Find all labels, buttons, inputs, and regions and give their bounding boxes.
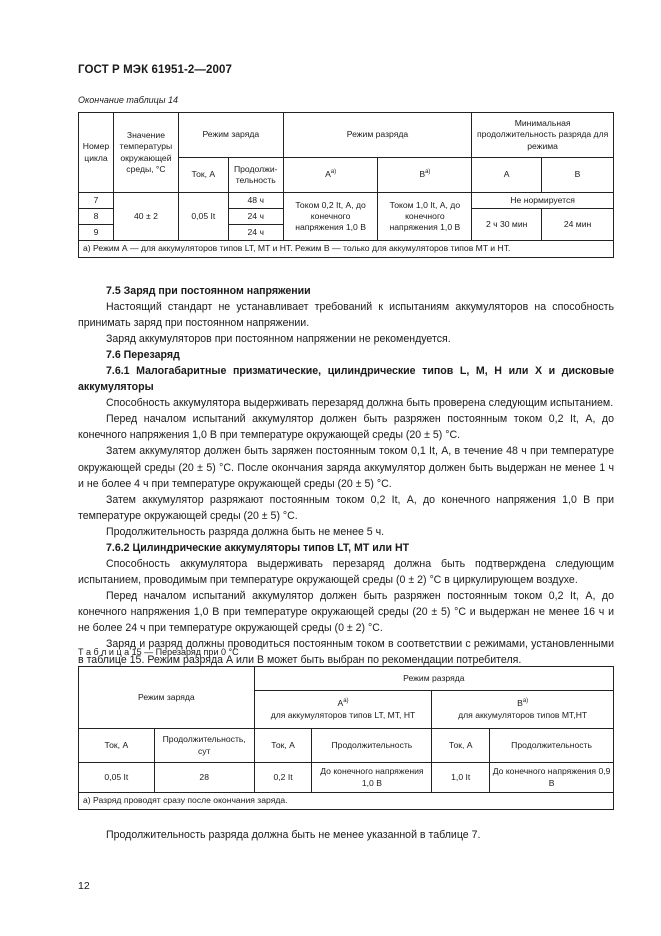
heading-7-6: 7.6 Перезаряд <box>106 349 180 362</box>
para-7-6-2-3: Заряд и разряд должны проводиться постоянным током в соответствии с режимами, установленными в таблице 15. Режим разряда А или В может быть выбран по рекомендации потребителя. <box>78 638 614 667</box>
heading-7-6-1: 7.6.1 Малогабаритные призматические, цилиндрические типов L, M, H или X и дисковые аккумуляторы <box>78 365 614 394</box>
para-7-6-1-3: Затем аккумулятор должен быть заряжен постоянным током 0,1 It, А, в течение 48 ч при температуре окружающей среды (20 ± 5) °С. После окончания заряда аккумулятор должен быть выдержан не менее 1 ч и не более 4 ч при температуре окружающей среды (20 ± 5) °С. <box>78 445 614 490</box>
cell15-a-duration: До конечного напряжения 1,0 В <box>312 763 432 793</box>
para-7-6-1-5: Продолжительность разряда должна быть не менее 5 ч. <box>106 525 385 538</box>
cell15-charge-current: 0,05 It <box>79 763 155 793</box>
th-duration: Продолжи-тельность <box>228 158 283 193</box>
th15-b-current: Ток, А <box>432 729 490 763</box>
cell-cycle-7: 7 <box>79 193 114 209</box>
th15-discharge-mode: Режим разряда <box>254 667 613 691</box>
th15-charge-current: Ток, А <box>79 729 155 763</box>
th15-mode-b: $B^{a)}$ для аккумуляторов типов MT,HT <box>432 691 614 729</box>
th-col-a: A <box>472 158 542 193</box>
para-7-6-1-2: Перед началом испытаний аккумулятор должен быть разряжен постоянным током 0,2 It, А, до конечного напряжения 1,0 В при температуре окружающей среды (20 ± 5) °С. <box>78 413 614 442</box>
final-paragraph: Продолжительность разряда должна быть не менее указанной в таблице 7. <box>106 829 481 841</box>
page-number: 12 <box>78 880 90 892</box>
th15-charge-days: Продолжительность, сут <box>154 729 254 763</box>
cell-duration-9: 24 ч <box>228 225 283 241</box>
th15-a-duration: Продолжительность <box>312 729 432 763</box>
table-15 <box>78 666 614 810</box>
para-7-5-1: Настоящий стандарт не устанавливает требований к испытаниям аккумуляторов на способность принимать заряд при постоянном напряжении. <box>78 301 614 330</box>
table14-caption: Окончание таблицы 14 <box>78 95 178 105</box>
cell15-b-duration: До конечного напряжения 0,9 В <box>490 763 614 793</box>
th-mode-b: $B^{a)}$ <box>378 158 472 193</box>
table15-caption: Т а б л и ц а 15 — Перезаряд при 0 °С <box>78 647 239 657</box>
cell-discharge-a: Током 0,2 It, А, до конечного напряжения 1,0 В <box>283 193 378 241</box>
section-body <box>78 283 614 668</box>
cell15-a-current: 0,2 It <box>254 763 312 793</box>
th-col-b: B <box>542 158 614 193</box>
th15-a-current: Ток, А <box>254 729 312 763</box>
th15-charge-mode: Режим заряда <box>79 667 255 729</box>
th-current: Ток, А <box>178 158 228 193</box>
cell-duration-7: 48 ч <box>228 193 283 209</box>
para-7-6-2-1: Способность аккумулятора выдерживать перезаряд должна быть подтверждена следующим испытанием, проводимым при температуре окружающей среды (0 ± 2) °С в циркулирующем воздухе. <box>78 557 614 586</box>
th-charge-mode: Режим заряда <box>178 113 283 158</box>
cell-temperature: 40 ± 2 <box>113 193 178 241</box>
para-7-6-1-4: Затем аккумулятор разряжают постоянным током 0,2 It, А, до конечного напряжения 1,0 В при температуре окружающей среды (20 ± 5) °С. <box>78 493 614 522</box>
th15-mode-a: $A^{a)}$ для аккумуляторов типов LT, MT, HT <box>254 691 432 729</box>
th-mode-a: $A^{a)}$ <box>283 158 378 193</box>
cell-min-b: 24 мин <box>542 209 614 241</box>
th-min-duration: Минимальная продолжительность разряда для режима <box>472 113 614 158</box>
table15-note: a) Разряд проводят сразу после окончания заряда. <box>79 793 614 810</box>
table-14 <box>78 112 614 258</box>
th-discharge-mode: Режим разряда <box>283 113 472 158</box>
th-cycle-no: Номер цикла <box>79 113 114 193</box>
document-header: ГОСТ Р МЭК 61951-2—2007 <box>78 64 232 76</box>
cell-cycle-9: 9 <box>79 225 114 241</box>
para-7-6-2-2: Перед началом испытаний аккумулятор должен быть разряжен постоянным током 0,2 It, А, до конечного напряжения 1,0 В при температуре окружающей среды (20 ± 5) °С и выдержан не менее 16 ч и не более 24 ч при температуре окружающей среды (0 ± 2) °С. <box>78 589 614 634</box>
cell-cycle-8: 8 <box>79 209 114 225</box>
para-7-6-1-1: Способность аккумулятора выдерживать перезаряд должна быть проверена следующим испытанием. <box>106 397 614 410</box>
cell-not-normalized: Не нормируется <box>472 193 614 209</box>
cell15-charge-days: 28 <box>154 763 254 793</box>
cell-duration-8: 24 ч <box>228 209 283 225</box>
th-temperature: Значение температуры окружающей среды, °C <box>113 113 178 193</box>
cell15-b-current: 1,0 It <box>432 763 490 793</box>
th15-b-duration: Продолжительность <box>490 729 614 763</box>
cell-discharge-b: Током 1,0 It, А, до конечного напряжения 1,0 В <box>378 193 472 241</box>
cell-charge-current: 0,05 It <box>178 193 228 241</box>
heading-7-6-2: 7.6.2 Цилиндрические аккумуляторы типов LT, MT или HT <box>106 541 410 554</box>
heading-7-5: 7.5 Заряд при постоянном напряжении <box>106 285 311 297</box>
table14-note: a) Режим А — для аккумуляторов типов LT, MT и HT. Режим В — только для аккумуляторов типов MT и HT. <box>79 241 614 258</box>
cell-min-a: 2 ч 30 мин <box>472 209 542 241</box>
para-7-5-2: Заряд аккумуляторов при постоянном напряжении не рекомендуется. <box>106 333 451 346</box>
